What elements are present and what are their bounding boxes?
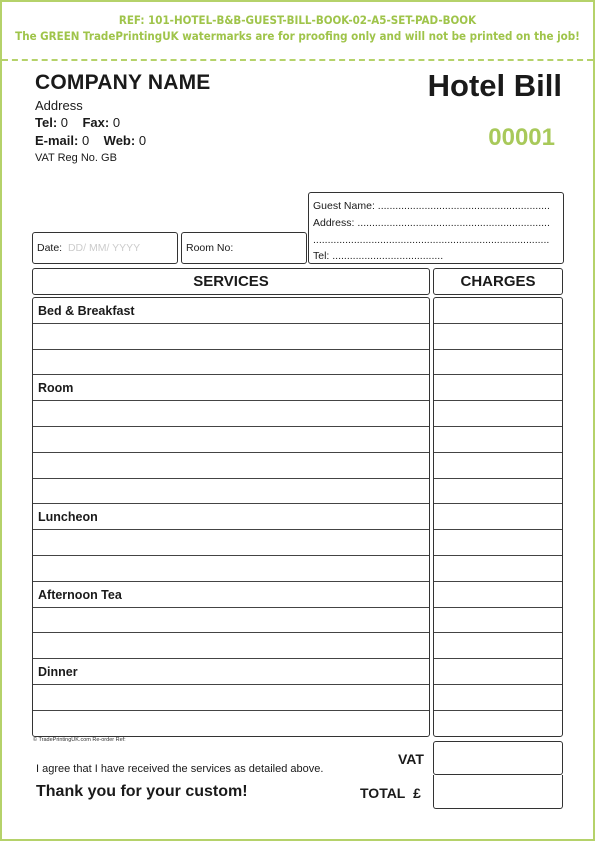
service-label: Room	[38, 381, 74, 396]
vat-reg-number: VAT Reg No. GB	[35, 152, 117, 164]
tel-label: Tel:	[35, 115, 58, 130]
guest-address-field[interactable]: Address: ..................................................................	[313, 217, 550, 229]
date-day-placeholder: DD	[67, 242, 84, 254]
guest-tel-field[interactable]: Tel: ......................................	[313, 250, 444, 262]
service-row[interactable]	[33, 324, 429, 350]
guest-address-line-2[interactable]: .................................................................................	[313, 234, 550, 246]
fax-label: Fax:	[82, 115, 110, 130]
charge-cell[interactable]	[434, 608, 562, 634]
room-box[interactable]	[181, 232, 307, 264]
web-label: Web:	[103, 133, 136, 148]
date-label: Date:	[37, 242, 63, 254]
charge-cell[interactable]	[434, 324, 562, 350]
date-separator: /	[106, 242, 110, 254]
watermark-notice: The GREEN TradePrintingUK watermarks are for proofing only and will not be printed on the job!	[15, 29, 580, 43]
cut-line	[2, 59, 593, 61]
charge-cell[interactable]	[434, 453, 562, 479]
service-row[interactable]	[33, 401, 429, 427]
document-title: Hotel Bill	[427, 68, 562, 103]
charge-cell[interactable]	[434, 711, 562, 737]
charge-cell[interactable]	[434, 556, 562, 582]
service-row[interactable]	[33, 633, 429, 659]
proof-banner	[0, 12, 595, 44]
services-header-label: SERVICES	[193, 273, 269, 290]
service-row[interactable]	[33, 504, 429, 530]
service-row[interactable]	[33, 479, 429, 505]
charge-cell[interactable]	[434, 504, 562, 530]
charge-cell[interactable]	[434, 633, 562, 659]
thank-you-message: Thank you for your custom!	[36, 783, 248, 800]
email-value: 0	[81, 133, 90, 148]
date-year-placeholder: YYYY	[112, 242, 141, 254]
tel-value: 0	[60, 115, 69, 130]
date-month-placeholder: MM	[88, 242, 107, 254]
charges-header	[433, 268, 563, 295]
service-row[interactable]	[33, 659, 429, 685]
date-box[interactable]	[32, 232, 178, 264]
web-value: 0	[138, 133, 147, 148]
service-row[interactable]	[33, 427, 429, 453]
fax-value: 0	[112, 115, 121, 130]
guest-details-box	[308, 192, 564, 264]
charge-cell[interactable]	[434, 479, 562, 505]
service-row[interactable]	[33, 711, 429, 737]
reorder-reference: © TradePrintingUK.com Re-order Ref:	[33, 737, 126, 743]
charges-header-label: CHARGES	[460, 273, 536, 290]
service-label: Bed & Breakfast	[38, 304, 135, 318]
charge-cell[interactable]	[434, 427, 562, 453]
serial-number: 00001	[488, 124, 555, 151]
charge-cell[interactable]	[434, 401, 562, 427]
service-label: Afternoon Tea	[38, 587, 122, 602]
date-separator: /	[83, 242, 87, 254]
charge-cell[interactable]	[434, 350, 562, 376]
service-row[interactable]	[33, 350, 429, 376]
guest-name-field[interactable]: Guest Name: ...........................................................	[313, 200, 550, 212]
service-label: Dinner	[38, 665, 78, 680]
charge-cell[interactable]	[434, 375, 562, 401]
date-field	[37, 242, 140, 254]
reference-code: REF: 101-HOTEL-B&B-GUEST-BILL-BOOK-02-A5-SET-PAD-BOOK	[118, 13, 477, 27]
service-row[interactable]	[33, 608, 429, 634]
company-address: Address	[35, 98, 83, 113]
tel-fax-line	[35, 115, 120, 130]
services-header	[32, 268, 430, 295]
charges-column	[433, 297, 563, 737]
charge-cell[interactable]	[434, 659, 562, 685]
email-web-line	[35, 133, 146, 148]
vat-label: VAT	[398, 751, 424, 767]
charge-cell[interactable]	[434, 298, 562, 324]
total-label-text: TOTAL	[360, 785, 406, 801]
total-label	[360, 785, 421, 801]
vat-amount-box[interactable]	[433, 741, 563, 775]
service-row[interactable]	[33, 530, 429, 556]
charge-cell[interactable]	[434, 530, 562, 556]
service-row[interactable]	[33, 582, 429, 608]
email-label: E-mail:	[35, 133, 79, 148]
company-name: COMPANY NAME	[35, 71, 211, 94]
total-amount-box[interactable]	[433, 775, 563, 809]
service-row[interactable]	[33, 556, 429, 582]
service-row[interactable]	[33, 298, 429, 324]
service-row[interactable]	[33, 453, 429, 479]
room-label: Room No:	[186, 242, 234, 254]
currency-symbol: £	[413, 785, 421, 801]
service-row[interactable]	[33, 375, 429, 401]
agreement-text: I agree that I have received the services as detailed above.	[36, 763, 324, 775]
service-label: Luncheon	[38, 510, 98, 525]
charge-cell[interactable]	[434, 582, 562, 608]
charge-cell[interactable]	[434, 685, 562, 711]
service-row[interactable]	[33, 685, 429, 711]
services-column	[32, 297, 430, 737]
